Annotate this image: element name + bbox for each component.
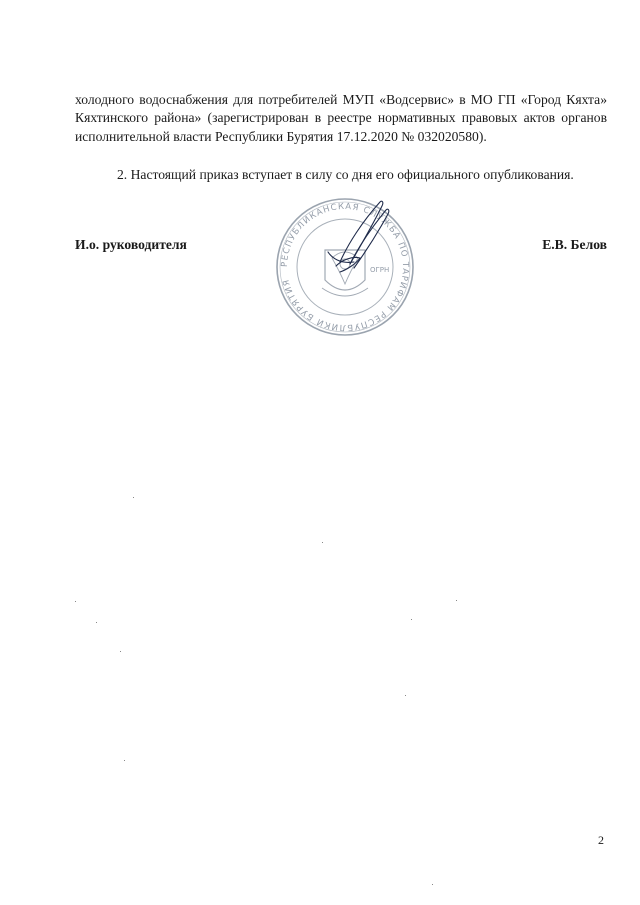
seal-inner-text: ОГРН: [370, 266, 390, 274]
scan-speck: [405, 695, 406, 696]
scan-speck: [133, 497, 134, 498]
scan-speck: [120, 651, 121, 652]
official-seal-stamp: [270, 192, 420, 342]
signatory-title: И.о. руководителя: [75, 237, 187, 252]
scan-speck: [124, 760, 125, 761]
seal-outer-text: РЕСПУБЛИКАНСКАЯ СЛУЖБА ПО ТАРИФАМ РЕСПУБЛИКИ БУРЯТИЯ: [279, 201, 411, 333]
signatory-name: Е.В. Белов: [542, 237, 607, 252]
svg-text:РЕСПУБЛИКАНСКАЯ СЛУЖБА ПО ТАРИ: [280, 202, 410, 332]
page-number: 2: [598, 833, 604, 847]
scan-speck: [75, 601, 76, 602]
paragraph-effective-date: 2. Настоящий приказ вступает в силу со дня его официального опубликования.: [117, 166, 574, 182]
paragraph-body: холодного водоснабжения для потребителей МУП «Водсервис» в МО ГП «Город Кяхта» Кяхтинского района» (зарегистрирован в реестре нормативных правовых актов органов исполнительной власти Республики Бурятия 17.12.2020 № 032020580).: [75, 91, 607, 144]
scan-speck: [456, 600, 457, 601]
scan-speck: [411, 619, 412, 620]
scan-speck: [432, 884, 433, 885]
scan-speck: [322, 542, 323, 543]
scan-speck: [96, 622, 97, 623]
